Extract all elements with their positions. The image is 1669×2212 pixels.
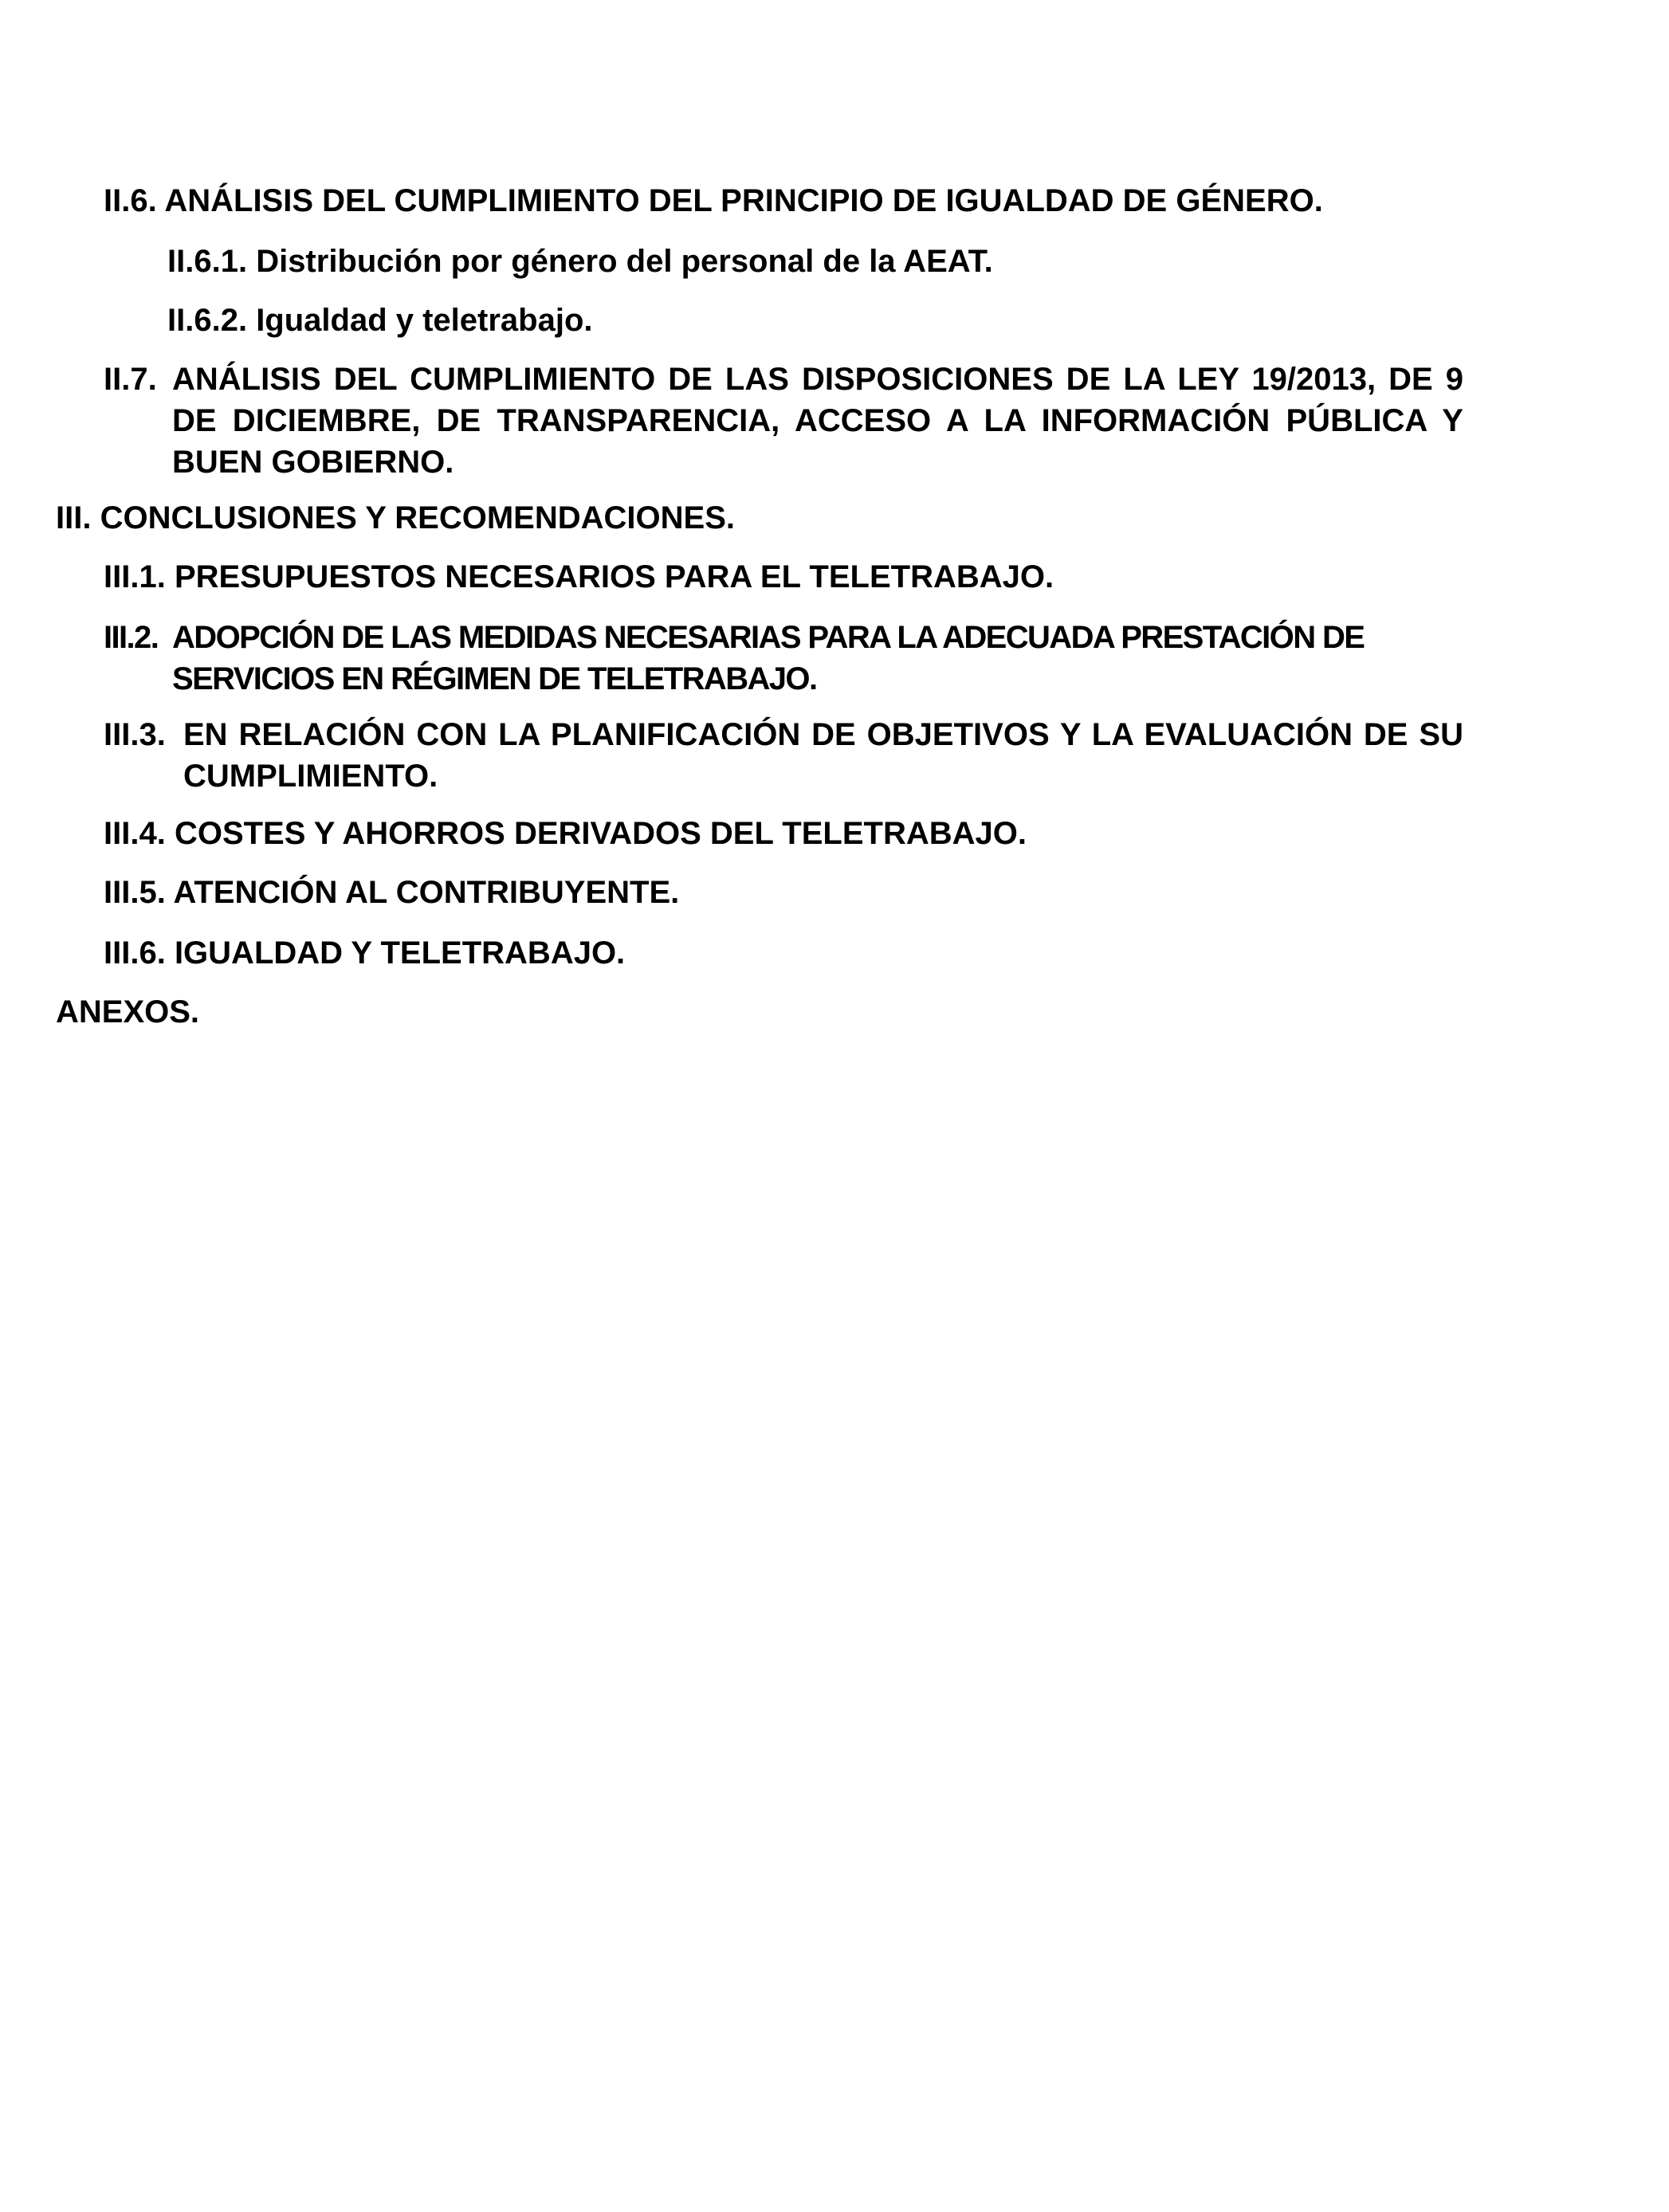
toc-entry-text: Igualdad y teletrabajo. bbox=[256, 303, 593, 338]
toc-entry-text: COSTES Y AHORROS DERIVADOS DEL TELETRABAJO. bbox=[174, 816, 1027, 851]
toc-entry-text: ANEXOS. bbox=[56, 994, 200, 1030]
toc-entry-number: III.5. bbox=[104, 875, 166, 910]
toc-entry-ii-7 bbox=[104, 359, 1463, 483]
toc-entry-number: III. bbox=[56, 500, 92, 535]
toc-entry-text: Distribución por género del personal de la AEAT. bbox=[256, 244, 993, 279]
toc-entry-ii-6-1 bbox=[167, 241, 993, 282]
toc-entry-number: II.6.2. bbox=[167, 303, 248, 338]
toc-entry-iii-2 bbox=[104, 617, 1463, 700]
toc-entry-iii-5 bbox=[104, 872, 679, 913]
toc-entry-iii-1 bbox=[104, 556, 1054, 598]
toc-entry-text: CONCLUSIONES Y RECOMENDACIONES. bbox=[100, 500, 735, 535]
toc-entry-ii-6 bbox=[104, 180, 1323, 222]
toc-entry-text: IGUALDAD Y TELETRABAJO. bbox=[174, 935, 626, 971]
toc-entry-anexos bbox=[56, 991, 199, 1033]
toc-entry-number: II.6.1. bbox=[167, 244, 248, 279]
toc-entry-number: III.4. bbox=[104, 816, 166, 851]
toc-entry-number: III.2. bbox=[104, 620, 159, 655]
toc-entry-text: ANÁLISIS DEL CUMPLIMIENTO DE LAS DISPOSICIONES DE LA LEY 19/2013, DE 9 DE DICIEMBRE, DE TRANSPARENCIA, ACCESO A LA INFORMACIÓN PÚBLICA Y BUEN GOBIERNO. bbox=[172, 362, 1463, 480]
toc-entry-number: III.6. bbox=[104, 935, 166, 971]
toc-entry-iii bbox=[56, 497, 735, 539]
toc-entry-number: III.1. bbox=[104, 559, 166, 594]
toc-entry-number: III.3. bbox=[104, 717, 166, 752]
toc-entry-iii-6 bbox=[104, 932, 625, 974]
toc-entry-ii-6-2 bbox=[167, 300, 593, 341]
toc-entry-number: II.7. bbox=[104, 362, 157, 397]
toc-entry-text: ADOPCIÓN DE LAS MEDIDAS NECESARIAS PARA LA ADECUADA PRESTACIÓN DE SERVICIOS EN RÉGIMEN DE TELETRABAJO. bbox=[172, 620, 1365, 696]
toc-entry-text: ATENCIÓN AL CONTRIBUYENTE. bbox=[173, 875, 680, 910]
toc-entry-number: II.6. bbox=[104, 183, 157, 218]
toc-entry-text: ANÁLISIS DEL CUMPLIMIENTO DEL PRINCIPIO DE IGUALDAD DE GÉNERO. bbox=[164, 183, 1323, 218]
toc-entry-text: PRESUPUESTOS NECESARIOS PARA EL TELETRABAJO. bbox=[174, 559, 1054, 594]
toc-entry-text: EN RELACIÓN CON LA PLANIFICACIÓN DE OBJETIVOS Y LA EVALUACIÓN DE SU CUMPLIMIENTO. bbox=[183, 717, 1463, 794]
toc-entry-iii-4 bbox=[104, 813, 1027, 854]
toc-entry-iii-3 bbox=[104, 714, 1463, 797]
